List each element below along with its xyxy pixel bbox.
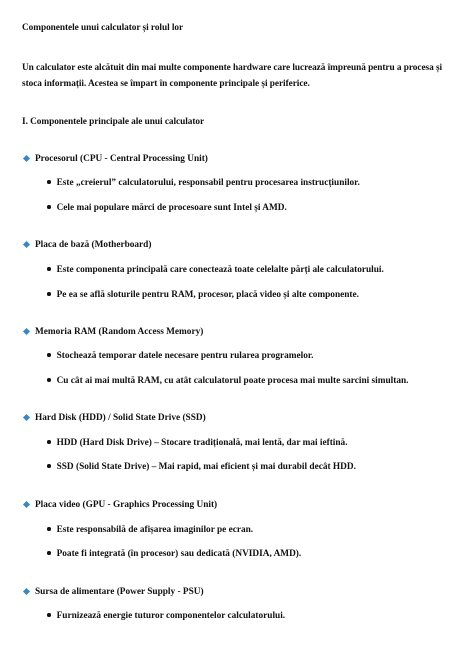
component-item-psu (22, 586, 204, 598)
component-detail-text: Furnizează energie tuturor componentelor calculatorului. (56, 611, 286, 621)
component-name: Procesorul (CPU - Central Processing Unit) (35, 154, 208, 164)
section-heading: I. Componentele principale ale unui calculator (22, 117, 205, 127)
bullet-dot-icon (47, 378, 51, 382)
bullet-dot-icon (47, 180, 51, 184)
component-name: Memoria RAM (Random Access Memory) (35, 327, 204, 337)
component-detail (47, 437, 348, 449)
bullet-dot-icon (47, 551, 51, 555)
component-detail (47, 177, 360, 189)
component-detail (47, 548, 301, 560)
bullet-dot-icon (47, 464, 51, 468)
diamond-icon (23, 328, 30, 335)
bullet-dot-icon (47, 353, 51, 357)
bullet-dot-icon (47, 205, 51, 209)
bullet-dot-icon (47, 292, 51, 296)
component-name: Sursa de alimentare (Power Supply - PSU) (35, 587, 204, 597)
component-detail (47, 264, 384, 276)
intro-paragraph: Un calculator este alcătuit din mai multe componente hardware care lucrează împreună pentru a procesa și stoca informații. Acestea se împart în componente principale și periferice. (22, 63, 443, 89)
component-detail (47, 610, 285, 622)
bullet-dot-icon (47, 440, 51, 444)
component-detail-text: Este componenta principală care conectează toate celelalte părți ale calculatorului. (56, 265, 384, 275)
component-detail-text: SSD (Solid State Drive) – Mai rapid, mai eficient și mai durabil decât HDD. (56, 462, 356, 472)
component-detail-text: Cele mai populare mărci de procesoare sunt Intel și AMD. (56, 203, 287, 213)
diamond-icon (23, 414, 30, 421)
component-detail (47, 461, 356, 473)
component-item-storage (22, 412, 206, 424)
component-name: Placa de bază (Motherboard) (35, 240, 152, 250)
component-detail (47, 350, 314, 362)
diamond-icon (23, 241, 30, 248)
component-detail-text: HDD (Hard Disk Drive) – Stocare tradițională, mai lentă, dar mai ieftină. (56, 438, 348, 448)
component-detail-text: Este „creierul” calculatorului, responsabil pentru procesarea instrucțiunilor. (56, 178, 360, 188)
component-detail-text: Cu cât ai mai multă RAM, cu atât calculatorul poate procesa mai multe sarcini simultan. (56, 376, 409, 386)
bullet-dot-icon (47, 267, 51, 271)
component-detail (47, 524, 253, 536)
bullet-dot-icon (47, 527, 51, 531)
component-detail (47, 289, 359, 301)
component-item-gpu (22, 499, 217, 511)
bullet-dot-icon (47, 613, 51, 617)
diamond-icon (23, 155, 30, 162)
component-item-cpu (22, 153, 208, 165)
component-detail-text: Este responsabilă de afișarea imaginilor pe ecran. (56, 525, 254, 535)
diamond-icon (23, 501, 30, 508)
component-detail (47, 375, 408, 387)
diamond-icon (23, 588, 30, 595)
component-detail-text: Pe ea se află sloturile pentru RAM, procesor, placă video și alte componente. (56, 290, 359, 300)
component-item-motherboard (22, 239, 151, 251)
document-title: Componentele unui calculator și rolul lor (22, 23, 184, 33)
component-detail-text: Stochează temporar datele necesare pentru rularea programelor. (56, 351, 314, 361)
component-name: Hard Disk (HDD) / Solid State Drive (SSD) (35, 413, 206, 423)
component-detail (47, 202, 287, 214)
component-item-ram (22, 326, 203, 338)
component-name: Placa video (GPU - Graphics Processing Unit) (35, 500, 218, 510)
component-detail-text: Poate fi integrată (în procesor) sau dedicată (NVIDIA, AMD). (56, 549, 302, 559)
